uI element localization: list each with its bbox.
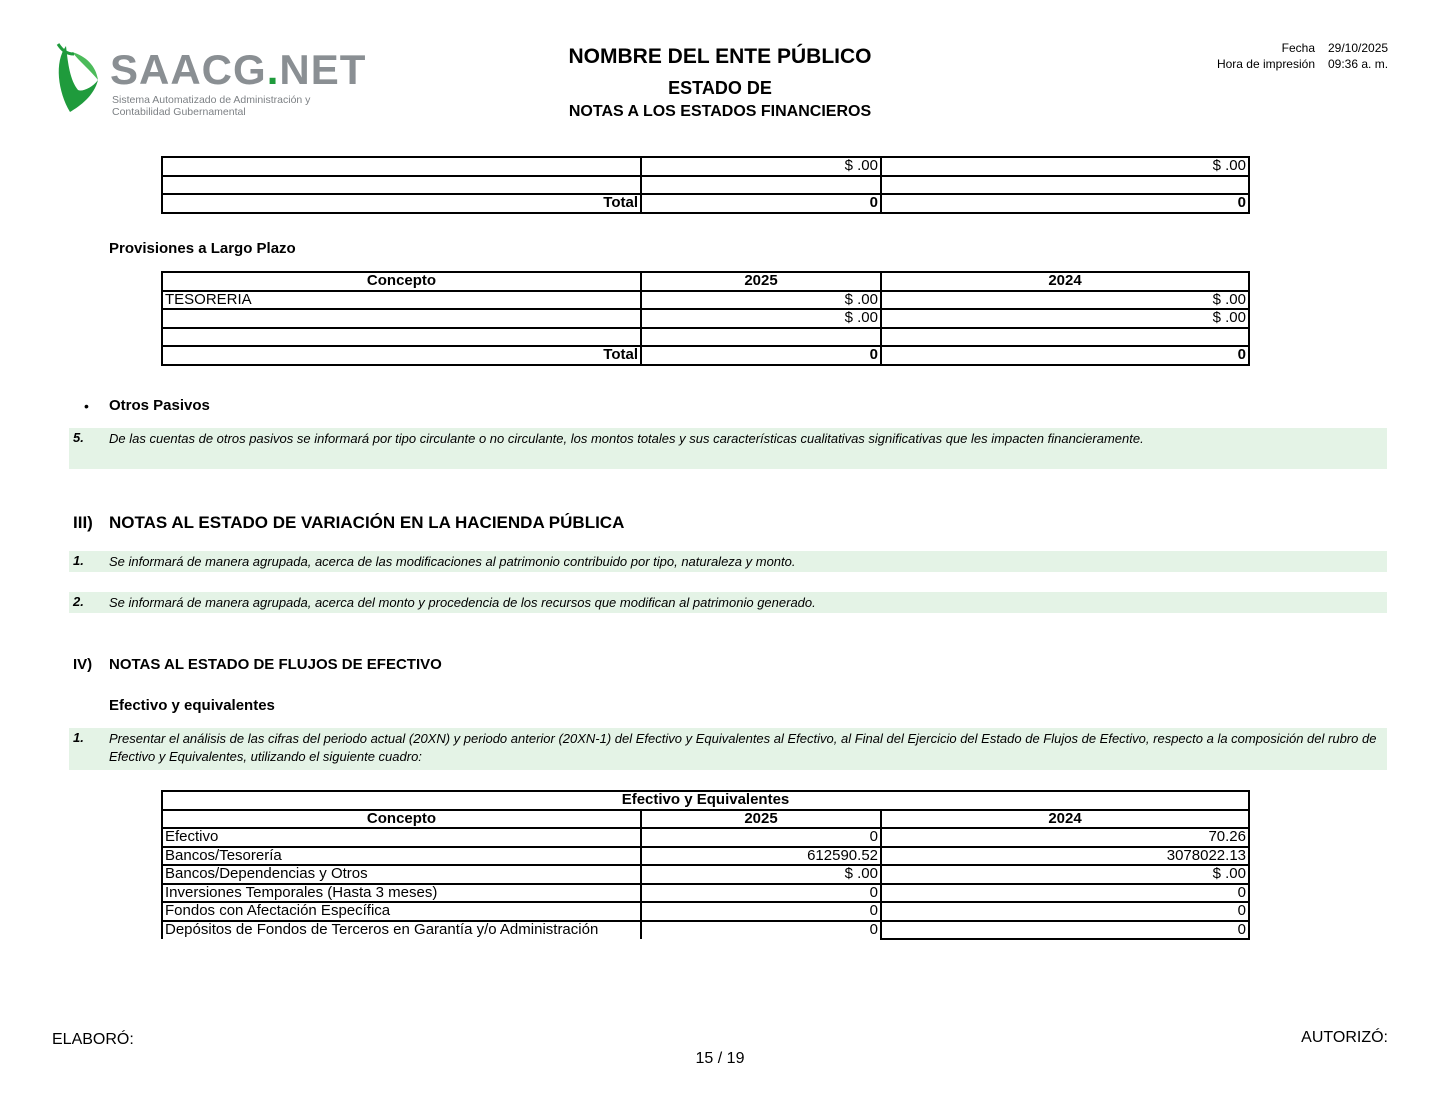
hora-label: Hora de impresión (1216, 57, 1315, 71)
efectivo-table (161, 790, 1250, 940)
total-2025: 0 (641, 194, 881, 213)
section-iv-number: IV) (73, 656, 93, 673)
table-row (162, 902, 1249, 921)
report-title: NOMBRE DEL ENTE PÚBLICO (568, 45, 872, 68)
note-number: 2. (73, 594, 84, 609)
note-number: 5. (73, 430, 84, 445)
table-row (162, 921, 1249, 940)
section-iv-title: NOTAS AL ESTADO DE FLUJOS DE EFECTIVO (109, 656, 442, 673)
fecha-value: 29/10/2025 (1328, 41, 1389, 55)
col-header-concepto: Concepto (162, 272, 641, 291)
report-subtitle: ESTADO DE (668, 78, 772, 98)
table-cell: $ .00 (881, 157, 1249, 176)
note-text: Presentar el análisis de las cifras del periodo actual (20XN) y periodo anterior (20XN-1) del Efectivo y Equivalentes al Efectivo, al Final del Ejercicio del Estado de Flujos de Efectivo, respecto a la composición del rubro de Efectivo y Equivalentes, utilizando el siguiente cuadro: (109, 731, 1377, 764)
report-subtitle-notes: NOTAS A LOS ESTADOS FINANCIEROS (568, 103, 872, 120)
note-number: 1. (73, 730, 84, 745)
table-cell (162, 176, 641, 195)
logo-subtitle-line2: Contabilidad Gubernamental (112, 106, 246, 118)
table-cell: 0 (881, 902, 1249, 921)
bullet-icon: • (84, 398, 89, 414)
table-cell (641, 328, 881, 347)
table-header-row (162, 272, 1249, 291)
total-2025: 0 (641, 346, 881, 365)
col-header-concepto: Concepto (162, 810, 641, 829)
note-otros-pasivos (69, 428, 1387, 469)
note-patrimonio-contribuido (69, 551, 1387, 572)
note-text: Se informará de manera agrupada, acerca del monto y procedencia de los recursos que modifican al patrimonio generado. (109, 595, 816, 610)
table-cell: $ .00 (641, 291, 881, 310)
table-cell: Bancos/Dependencias y Otros (162, 865, 641, 884)
total-2024: 0 (881, 346, 1249, 365)
table-cell: $ .00 (881, 291, 1249, 310)
table-cell: $ .00 (641, 157, 881, 176)
elaboro-label: ELABORÓ: (52, 1031, 134, 1048)
section-iii-number: III) (73, 513, 93, 532)
section-iii-title: NOTAS AL ESTADO DE VARIACIÓN EN LA HACIENDA PÚBLICA (109, 513, 625, 532)
table-row (162, 828, 1249, 847)
table-cell: $ .00 (881, 865, 1249, 884)
logo-subtitle-line1: Sistema Automatizado de Administración y (112, 94, 311, 106)
table-row (162, 157, 1249, 176)
print-meta-values (1328, 40, 1398, 72)
table-row (162, 847, 1249, 866)
note-number: 1. (73, 553, 84, 568)
col-header-2025: 2025 (641, 810, 881, 829)
total-label: Total (162, 346, 641, 365)
table-cell: 0 (641, 902, 881, 921)
table-cell (162, 309, 641, 328)
table-cell (162, 328, 641, 347)
continued-table (161, 156, 1250, 214)
table-title: Efectivo y Equivalentes (162, 791, 1249, 810)
hora-value: 09:36 a. m. (1328, 57, 1389, 71)
autorizo-label: AUTORIZÓ: (1301, 1029, 1388, 1046)
note-text: Se informará de manera agrupada, acerca de las modificaciones al patrimonio contribuido por tipo, naturaleza y monto. (109, 554, 796, 569)
col-header-2024: 2024 (881, 810, 1249, 829)
table-cell: 0 (641, 884, 881, 903)
table-cell: $ .00 (641, 309, 881, 328)
table-cell: 0 (881, 921, 1249, 940)
total-2024: 0 (881, 194, 1249, 213)
page-number: 15 / 19 (695, 1050, 745, 1067)
total-row (162, 346, 1249, 365)
table-row (162, 328, 1249, 347)
table-cell: TESORERIA (162, 291, 641, 310)
table-cell: 0 (881, 884, 1249, 903)
col-header-2024: 2024 (881, 272, 1249, 291)
logo-wordmark: SAACG.NET (110, 46, 367, 93)
table-row (162, 309, 1249, 328)
table-cell: Inversiones Temporales (Hasta 3 meses) (162, 884, 641, 903)
efectivo-subheading: Efectivo y equivalentes (109, 697, 275, 714)
table-row (162, 865, 1249, 884)
table-row (162, 176, 1249, 195)
table-cell: 3078022.13 (881, 847, 1249, 866)
table-cell: $ .00 (641, 865, 881, 884)
table-title-row (162, 791, 1249, 810)
total-row (162, 194, 1249, 213)
table-cell: 0 (641, 828, 881, 847)
table-cell (641, 176, 881, 195)
note-efectivo-analisis (69, 728, 1387, 770)
print-meta-labels (1180, 40, 1315, 72)
table-cell: Fondos con Afectación Específica (162, 902, 641, 921)
table-cell: Depósitos de Fondos de Terceros en Garantía y/o Administración (162, 921, 641, 940)
table-cell: 70.26 (881, 828, 1249, 847)
table-row (162, 884, 1249, 903)
table-cell: Efectivo (162, 828, 641, 847)
provisiones-heading: Provisiones a Largo Plazo (109, 240, 296, 257)
table-cell: Bancos/Tesorería (162, 847, 641, 866)
col-header-2025: 2025 (641, 272, 881, 291)
table-header-row (162, 810, 1249, 829)
table-cell (881, 328, 1249, 347)
note-patrimonio-generado (69, 592, 1387, 613)
otros-pasivos-heading: Otros Pasivos (109, 397, 210, 414)
fecha-label: Fecha (1281, 41, 1315, 55)
note-text: De las cuentas de otros pasivos se informará por tipo circulante o no circulante, los montos totales y sus características cualitativas significativas que les impacten financieramente. (109, 431, 1144, 446)
table-cell: $ .00 (881, 309, 1249, 328)
table-cell (881, 176, 1249, 195)
provisiones-table (161, 271, 1250, 366)
table-row (162, 291, 1249, 310)
table-cell (162, 157, 641, 176)
table-cell: 612590.52 (641, 847, 881, 866)
total-label: Total (162, 194, 641, 213)
table-cell: 0 (641, 921, 881, 940)
